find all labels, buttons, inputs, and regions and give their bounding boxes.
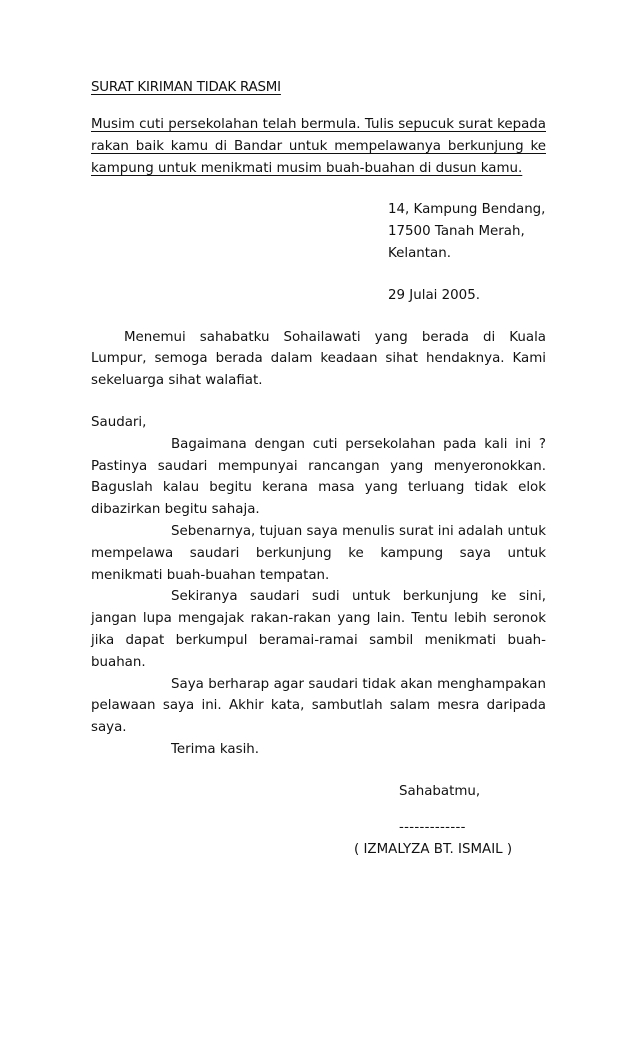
document-title: SURAT KIRIMAN TIDAK RASMI (91, 80, 281, 95)
task-instruction: Musim cuti persekolahan telah bermula. Tulis sepucuk surat kepada rakan baik kamu di Bandar untuk mempelawanya berkunjung ke kampung untuk menikmati musim buah-buahan di dusun kamu. (91, 117, 546, 176)
body-paragraph-3: Sekiranya saudari sudi untuk berkunjung ke sini, jangan lupa mengajak rakan-rakan yang lain. Tentu lebih seronok jika dapat berkumpul beramai-ramai sambil menikmati buah-buahan. (91, 589, 546, 670)
opening-paragraph: Menemui sahabatku Sohailawati yang berada di Kuala Lumpur, semoga berada dalam keadaan sihat hendaknya. Kami sekeluarga sihat walafiat. (91, 329, 546, 389)
address-line-3: Kelantan. (388, 245, 451, 261)
signoff: Sahabatmu, (399, 783, 481, 799)
closing-remark: Terima kasih. (171, 741, 260, 757)
sender-address (388, 199, 546, 264)
salutation: Saudari, (91, 414, 147, 430)
body-paragraph-1: Bagaimana dengan cuti persekolahan pada kali ini ? Pastinya saudari mempunyai rancangan yang menyeronokkan. Baguslah kalau begitu kerana masa yang terluang tidak elok dibazirkan begitu sahaja. (91, 436, 546, 518)
letter-page (91, 76, 546, 860)
signature-name: ( IZMALYZA BT. ISMAIL ) (354, 841, 513, 857)
body-paragraph-4: Saya berharap agar saudari tidak akan menghampakan pelawaan saya ini. Akhir kata, sambutlah salam mesra daripada saya. (91, 676, 546, 736)
body-paragraph-2: Sebenarnya, tujuan saya menulis surat ini adalah untuk mempelawa saudari berkunjung ke kampung saya untuk menikmati buah-buahan tempatan. (91, 523, 546, 583)
signature-line: ------------- (399, 819, 466, 835)
address-line-1: 14, Kampung Bendang, (388, 202, 546, 218)
letter-date: 29 Julai 2005. (388, 287, 480, 303)
address-line-2: 17500 Tanah Merah, (388, 224, 525, 240)
